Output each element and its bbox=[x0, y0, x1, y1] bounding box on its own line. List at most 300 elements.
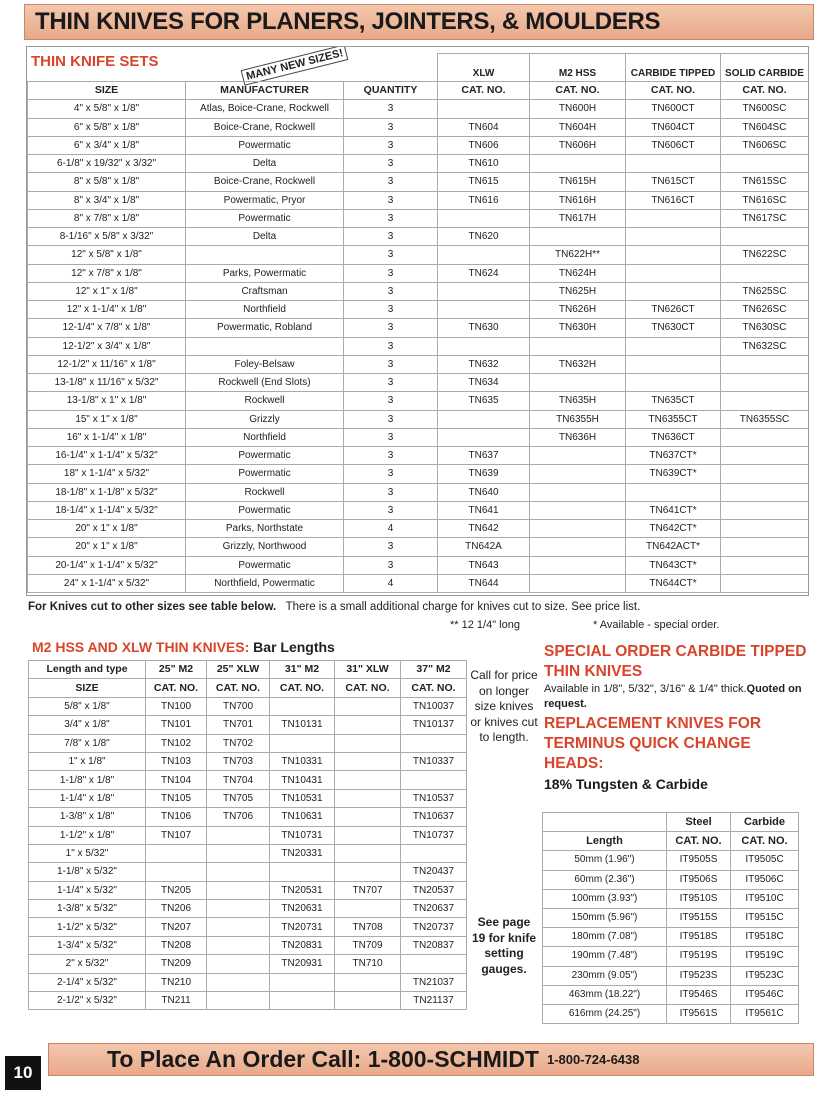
table-cell: TN708 bbox=[335, 918, 401, 936]
order-call-text: To Place An Order Call: 1-800-SCHMIDT bbox=[107, 1046, 539, 1072]
bar-column-header: CAT. NO. bbox=[335, 679, 401, 697]
table-cell: TN20531 bbox=[270, 881, 335, 899]
table-cell: 20" x 1" x 1/8" bbox=[28, 520, 186, 538]
table-cell: TN10537 bbox=[401, 789, 467, 807]
table-cell: 5/8" x 1/8" bbox=[29, 697, 146, 715]
table-cell bbox=[207, 973, 270, 991]
table-cell: TN622H** bbox=[530, 246, 626, 264]
table-cell: 3 bbox=[344, 319, 438, 337]
table-cell bbox=[626, 282, 721, 300]
table-cell: Craftsman bbox=[186, 282, 344, 300]
table-cell: TN622SC bbox=[721, 246, 809, 264]
bar-column-header: 31" XLW bbox=[335, 661, 401, 679]
table-cell: TN10731 bbox=[270, 826, 335, 844]
table-cell: 8" x 7/8" x 1/8" bbox=[28, 209, 186, 227]
sets-column-header: QUANTITY bbox=[344, 82, 438, 100]
special-order-heading: SPECIAL ORDER CARBIDE TIPPED THIN KNIVES bbox=[544, 643, 807, 680]
table-cell: IT9510S bbox=[667, 889, 731, 908]
table-cell: TN617SC bbox=[721, 209, 809, 227]
table-cell: TN600H bbox=[530, 100, 626, 118]
table-cell: TN642CT* bbox=[626, 520, 721, 538]
table-cell bbox=[438, 301, 530, 319]
table-cell bbox=[626, 264, 721, 282]
table-cell: IT9510C bbox=[731, 889, 799, 908]
table-cell: TN704 bbox=[207, 771, 270, 789]
table-cell: TN620 bbox=[438, 228, 530, 246]
table-cell: TN10331 bbox=[270, 752, 335, 770]
table-cell: 3 bbox=[344, 173, 438, 191]
terminus-column-header bbox=[543, 813, 667, 832]
table-cell: 6-1/8" x 19/32" x 3/32" bbox=[28, 155, 186, 173]
terminus-column-header: Steel bbox=[667, 813, 731, 832]
table-row bbox=[543, 851, 799, 870]
table-cell: 3 bbox=[344, 501, 438, 519]
table-cell: TN616SC bbox=[721, 191, 809, 209]
table-cell bbox=[626, 155, 721, 173]
table-row bbox=[28, 282, 809, 300]
table-cell: Rockwell bbox=[186, 392, 344, 410]
table-cell bbox=[146, 844, 207, 862]
table-cell bbox=[207, 992, 270, 1010]
table-cell: IT9561S bbox=[667, 1004, 731, 1023]
table-cell: TN102 bbox=[146, 734, 207, 752]
table-cell: 3 bbox=[344, 118, 438, 136]
table-cell bbox=[335, 973, 401, 991]
table-cell bbox=[207, 955, 270, 973]
table-cell bbox=[270, 992, 335, 1010]
table-cell: TN105 bbox=[146, 789, 207, 807]
table-cell: TN632SC bbox=[721, 337, 809, 355]
table-cell: Powermatic bbox=[186, 447, 344, 465]
table-cell: IT9506C bbox=[731, 870, 799, 889]
table-cell bbox=[530, 155, 626, 173]
table-cell: IT9546S bbox=[667, 985, 731, 1004]
terminus-table bbox=[542, 812, 799, 1024]
thin-knife-sets-panel bbox=[26, 46, 809, 596]
table-cell bbox=[335, 992, 401, 1010]
table-cell: Northfield bbox=[186, 428, 344, 446]
table-cell: TN636CT bbox=[626, 428, 721, 446]
table-cell: TN20731 bbox=[270, 918, 335, 936]
table-cell: 3 bbox=[344, 355, 438, 373]
table-row bbox=[29, 771, 467, 789]
table-cell bbox=[270, 973, 335, 991]
table-cell: TN606SC bbox=[721, 136, 809, 154]
table-row bbox=[29, 955, 467, 973]
table-cell: Powermatic bbox=[186, 465, 344, 483]
table-cell: TN637CT* bbox=[626, 447, 721, 465]
table-cell: TN644CT* bbox=[626, 574, 721, 592]
table-row bbox=[29, 992, 467, 1010]
table-cell bbox=[207, 844, 270, 862]
table-cell: TN643CT* bbox=[626, 556, 721, 574]
table-cell: TN630H bbox=[530, 319, 626, 337]
table-cell: IT9546C bbox=[731, 985, 799, 1004]
terminus-column-header: CAT. NO. bbox=[667, 832, 731, 851]
table-cell bbox=[530, 374, 626, 392]
table-row bbox=[28, 173, 809, 191]
table-cell: TN615H bbox=[530, 173, 626, 191]
table-cell bbox=[626, 209, 721, 227]
call-for-price-note: Call for price on longer size knives or knives cut to length. bbox=[470, 668, 538, 744]
table-row bbox=[543, 928, 799, 947]
table-cell: Grizzly, Northwood bbox=[186, 538, 344, 556]
table-cell bbox=[721, 374, 809, 392]
table-cell: IT9518C bbox=[731, 928, 799, 947]
table-row bbox=[28, 355, 809, 373]
table-cell: TN604 bbox=[438, 118, 530, 136]
table-row bbox=[28, 228, 809, 246]
table-cell: 3 bbox=[344, 374, 438, 392]
table-cell bbox=[401, 734, 467, 752]
table-row bbox=[29, 881, 467, 899]
table-cell: TN630 bbox=[438, 319, 530, 337]
table-cell: 24" x 1-1/4" x 5/32" bbox=[28, 574, 186, 592]
bar-column-header: 37" M2 bbox=[401, 661, 467, 679]
table-cell bbox=[721, 538, 809, 556]
table-cell: Parks, Northstate bbox=[186, 520, 344, 538]
table-row bbox=[29, 734, 467, 752]
table-row bbox=[28, 501, 809, 519]
table-cell: 12-1/2" x 11/16" x 1/8" bbox=[28, 355, 186, 373]
table-cell: 616mm (24.25") bbox=[543, 1004, 667, 1023]
table-cell: 16-1/4" x 1-1/4" x 5/32" bbox=[28, 447, 186, 465]
sets-header-row bbox=[28, 82, 809, 100]
table-cell bbox=[335, 826, 401, 844]
table-cell bbox=[530, 483, 626, 501]
table-cell bbox=[270, 863, 335, 881]
table-cell: Powermatic bbox=[186, 501, 344, 519]
table-cell: TN640 bbox=[438, 483, 530, 501]
table-cell: 16" x 1-1/4" x 1/8" bbox=[28, 428, 186, 446]
table-cell: IT9519C bbox=[731, 947, 799, 966]
table-row bbox=[29, 844, 467, 862]
footnotes bbox=[450, 619, 800, 631]
table-row bbox=[29, 716, 467, 734]
table-row bbox=[28, 520, 809, 538]
terminus-column-header: CAT. NO. bbox=[731, 832, 799, 851]
table-row bbox=[28, 574, 809, 592]
table-cell: 230mm (9.05") bbox=[543, 966, 667, 985]
table-cell: 190mm (7.48") bbox=[543, 947, 667, 966]
table-cell: TN10137 bbox=[401, 716, 467, 734]
bar-column-header: SIZE bbox=[29, 679, 146, 697]
table-cell: TN6355H bbox=[530, 410, 626, 428]
bar-column-header: CAT. NO. bbox=[401, 679, 467, 697]
banner-title: THIN KNIVES FOR PLANERS, JOINTERS, & MOULDERS bbox=[35, 8, 661, 35]
table-cell: 13-1/8" x 1" x 1/8" bbox=[28, 392, 186, 410]
table-cell: 3 bbox=[344, 447, 438, 465]
table-row bbox=[28, 447, 809, 465]
table-cell bbox=[626, 246, 721, 264]
table-cell: 3 bbox=[344, 155, 438, 173]
table-cell bbox=[530, 556, 626, 574]
table-cell: 2" x 5/32" bbox=[29, 955, 146, 973]
table-cell bbox=[530, 501, 626, 519]
table-cell bbox=[401, 844, 467, 862]
table-cell: TN641CT* bbox=[626, 501, 721, 519]
table-cell: Powermatic, Robland bbox=[186, 319, 344, 337]
table-cell: TN626H bbox=[530, 301, 626, 319]
table-row bbox=[28, 100, 809, 118]
table-cell: TN606H bbox=[530, 136, 626, 154]
table-cell: TN639 bbox=[438, 465, 530, 483]
table-cell bbox=[721, 428, 809, 446]
table-cell: TN624H bbox=[530, 264, 626, 282]
table-cell bbox=[146, 863, 207, 881]
table-cell bbox=[335, 734, 401, 752]
table-row bbox=[28, 483, 809, 501]
table-cell: TN206 bbox=[146, 900, 207, 918]
bar-column-header: Length and type bbox=[29, 661, 146, 679]
table-cell: TN635 bbox=[438, 392, 530, 410]
table-row bbox=[543, 947, 799, 966]
table-cell: 1-1/8" x 1/8" bbox=[29, 771, 146, 789]
bar-header-row bbox=[29, 679, 467, 697]
table-cell: TN604CT bbox=[626, 118, 721, 136]
header-m2: M2 HSS bbox=[529, 53, 626, 81]
table-cell bbox=[207, 881, 270, 899]
table-cell bbox=[626, 355, 721, 373]
table-cell: Atlas, Boice-Crane, Rockwell bbox=[186, 100, 344, 118]
table-cell: TN604H bbox=[530, 118, 626, 136]
table-cell: TN604SC bbox=[721, 118, 809, 136]
table-cell: TN709 bbox=[335, 936, 401, 954]
table-cell bbox=[626, 374, 721, 392]
table-row bbox=[29, 918, 467, 936]
table-cell: IT9505C bbox=[731, 851, 799, 870]
table-cell: 18-1/8" x 1-1/8" x 5/32" bbox=[28, 483, 186, 501]
table-cell bbox=[721, 556, 809, 574]
table-cell: 1-3/8" x 5/32" bbox=[29, 900, 146, 918]
table-cell: TN642A bbox=[438, 538, 530, 556]
table-cell: TN641 bbox=[438, 501, 530, 519]
table-cell: 4 bbox=[344, 520, 438, 538]
table-cell bbox=[270, 734, 335, 752]
table-cell: 6" x 3/4" x 1/8" bbox=[28, 136, 186, 154]
table-row bbox=[543, 985, 799, 1004]
table-row bbox=[28, 556, 809, 574]
table-cell: 18-1/4" x 1-1/4" x 5/32" bbox=[28, 501, 186, 519]
special-availability: Available in 1/8", 5/32", 3/16" & 1/4" thick. bbox=[544, 683, 747, 695]
table-cell: 3 bbox=[344, 246, 438, 264]
table-cell: Foley-Belsaw bbox=[186, 355, 344, 373]
table-row bbox=[29, 826, 467, 844]
table-cell bbox=[335, 900, 401, 918]
table-cell: Parks, Powermatic bbox=[186, 264, 344, 282]
special-quoted: Quoted on request. bbox=[544, 683, 802, 710]
table-cell: 13-1/8" x 11/16" x 5/32" bbox=[28, 374, 186, 392]
knife-sets-table bbox=[27, 81, 809, 593]
table-row bbox=[543, 966, 799, 985]
table-row bbox=[28, 118, 809, 136]
sets-column-header: CAT. NO. bbox=[530, 82, 626, 100]
table-cell: TN20637 bbox=[401, 900, 467, 918]
table-cell: 2-1/2" x 5/32" bbox=[29, 992, 146, 1010]
table-cell: TN210 bbox=[146, 973, 207, 991]
table-row bbox=[29, 752, 467, 770]
table-cell: IT9523S bbox=[667, 966, 731, 985]
table-cell: Boice-Crane, Rockwell bbox=[186, 118, 344, 136]
table-cell: TN207 bbox=[146, 918, 207, 936]
table-cell: TN20437 bbox=[401, 863, 467, 881]
table-cell: 12" x 1" x 1/8" bbox=[28, 282, 186, 300]
table-cell: Rockwell bbox=[186, 483, 344, 501]
table-cell: TN10531 bbox=[270, 789, 335, 807]
table-cell: TN10037 bbox=[401, 697, 467, 715]
table-cell: TN634 bbox=[438, 374, 530, 392]
table-cell: 3 bbox=[344, 209, 438, 227]
table-row bbox=[28, 209, 809, 227]
special-order-text bbox=[544, 682, 814, 712]
table-cell bbox=[626, 483, 721, 501]
table-cell: 8" x 3/4" x 1/8" bbox=[28, 191, 186, 209]
table-cell: TN209 bbox=[146, 955, 207, 973]
table-cell bbox=[438, 209, 530, 227]
table-row bbox=[543, 1004, 799, 1023]
table-cell: 3 bbox=[344, 556, 438, 574]
table-cell: Delta bbox=[186, 155, 344, 173]
table-cell: 1-3/8" x 1/8" bbox=[29, 808, 146, 826]
table-cell bbox=[438, 410, 530, 428]
table-cell: 4 bbox=[344, 574, 438, 592]
table-cell: Powermatic bbox=[186, 556, 344, 574]
bar-title-sub: Bar Lengths bbox=[253, 639, 335, 655]
table-row bbox=[29, 973, 467, 991]
bar-column-header: CAT. NO. bbox=[146, 679, 207, 697]
table-cell: 3 bbox=[344, 136, 438, 154]
table-cell: TN637 bbox=[438, 447, 530, 465]
table-row bbox=[28, 410, 809, 428]
table-cell bbox=[721, 465, 809, 483]
table-cell: 12" x 1-1/4" x 1/8" bbox=[28, 301, 186, 319]
bar-column-header: 31" M2 bbox=[270, 661, 335, 679]
sets-title: THIN KNIFE SETS bbox=[31, 53, 159, 70]
table-cell bbox=[721, 264, 809, 282]
table-cell: 6" x 5/8" x 1/8" bbox=[28, 118, 186, 136]
table-cell bbox=[401, 771, 467, 789]
table-cell: TN10637 bbox=[401, 808, 467, 826]
table-cell bbox=[335, 697, 401, 715]
table-cell: TN643 bbox=[438, 556, 530, 574]
table-cell: IT9515S bbox=[667, 908, 731, 927]
table-cell: 100mm (3.93") bbox=[543, 889, 667, 908]
table-cell: TN710 bbox=[335, 955, 401, 973]
table-row bbox=[28, 191, 809, 209]
table-row bbox=[29, 697, 467, 715]
table-cell bbox=[530, 574, 626, 592]
table-cell: 3 bbox=[344, 191, 438, 209]
table-row bbox=[28, 337, 809, 355]
table-cell bbox=[207, 918, 270, 936]
table-cell: TN615 bbox=[438, 173, 530, 191]
table-cell: 50mm (1.96") bbox=[543, 851, 667, 870]
terminus-column-header: Length bbox=[543, 832, 667, 851]
bar-title-main: M2 HSS AND XLW THIN KNIVES: bbox=[32, 639, 250, 655]
table-cell: TN632H bbox=[530, 355, 626, 373]
table-cell bbox=[530, 447, 626, 465]
table-cell bbox=[530, 337, 626, 355]
table-cell: Northfield, Powermatic bbox=[186, 574, 344, 592]
table-cell: TN617H bbox=[530, 209, 626, 227]
table-cell: 15" x 1" x 1/8" bbox=[28, 410, 186, 428]
table-cell: TN630CT bbox=[626, 319, 721, 337]
table-cell: TN615CT bbox=[626, 173, 721, 191]
table-cell bbox=[335, 844, 401, 862]
header-xlw: XLW bbox=[437, 53, 530, 81]
table-cell: TN625SC bbox=[721, 282, 809, 300]
table-cell bbox=[721, 447, 809, 465]
table-row bbox=[29, 863, 467, 881]
table-cell: 3 bbox=[344, 264, 438, 282]
bar-lengths-table bbox=[28, 660, 467, 1010]
table-row bbox=[543, 908, 799, 927]
header-solid-carbide: SOLID CARBIDE bbox=[720, 53, 809, 81]
table-cell bbox=[335, 771, 401, 789]
table-cell: TN20331 bbox=[270, 844, 335, 862]
table-cell: TN635CT bbox=[626, 392, 721, 410]
table-cell: IT9561C bbox=[731, 1004, 799, 1023]
table-cell: 3 bbox=[344, 410, 438, 428]
table-cell: 12-1/4" x 7/8" x 1/8" bbox=[28, 319, 186, 337]
table-row bbox=[28, 264, 809, 282]
table-cell: TN10431 bbox=[270, 771, 335, 789]
terminus-header-row bbox=[543, 813, 799, 832]
sets-column-header: CAT. NO. bbox=[721, 82, 809, 100]
table-cell: TN624 bbox=[438, 264, 530, 282]
table-cell: Powermatic bbox=[186, 209, 344, 227]
page-banner bbox=[24, 4, 814, 40]
table-row bbox=[28, 392, 809, 410]
table-cell bbox=[721, 355, 809, 373]
table-cell bbox=[207, 900, 270, 918]
notes-bold: For Knives cut to other sizes see table below. bbox=[28, 601, 277, 613]
table-cell: IT9506S bbox=[667, 870, 731, 889]
table-cell: TN616CT bbox=[626, 191, 721, 209]
table-cell: 3 bbox=[344, 100, 438, 118]
table-cell: 1-1/4" x 1/8" bbox=[29, 789, 146, 807]
order-phone: 1-800-724-6438 bbox=[546, 1052, 640, 1067]
terminus-header-row bbox=[543, 832, 799, 851]
table-cell bbox=[335, 752, 401, 770]
table-cell: TN639CT* bbox=[626, 465, 721, 483]
table-cell: TN20837 bbox=[401, 936, 467, 954]
table-cell bbox=[401, 955, 467, 973]
page-number: 10 bbox=[5, 1056, 41, 1090]
table-cell: 3 bbox=[344, 337, 438, 355]
table-cell: TN10631 bbox=[270, 808, 335, 826]
table-cell: 150mm (5.96") bbox=[543, 908, 667, 927]
table-cell: TN107 bbox=[146, 826, 207, 844]
table-cell: TN20631 bbox=[270, 900, 335, 918]
table-cell bbox=[530, 538, 626, 556]
table-cell bbox=[530, 465, 626, 483]
table-cell: TN600SC bbox=[721, 100, 809, 118]
table-cell: TN21037 bbox=[401, 973, 467, 991]
table-cell: TN642 bbox=[438, 520, 530, 538]
table-cell bbox=[530, 228, 626, 246]
new-sizes-stamp: MANY NEW SIZES! bbox=[241, 46, 349, 86]
table-cell: TN706 bbox=[207, 808, 270, 826]
table-cell: 20" x 1" x 1/8" bbox=[28, 538, 186, 556]
sets-column-header: CAT. NO. bbox=[438, 82, 530, 100]
table-cell bbox=[721, 520, 809, 538]
table-cell: TN20537 bbox=[401, 881, 467, 899]
table-cell bbox=[438, 282, 530, 300]
bar-lengths-title bbox=[32, 639, 335, 655]
table-row bbox=[28, 155, 809, 173]
table-cell: IT9505S bbox=[667, 851, 731, 870]
